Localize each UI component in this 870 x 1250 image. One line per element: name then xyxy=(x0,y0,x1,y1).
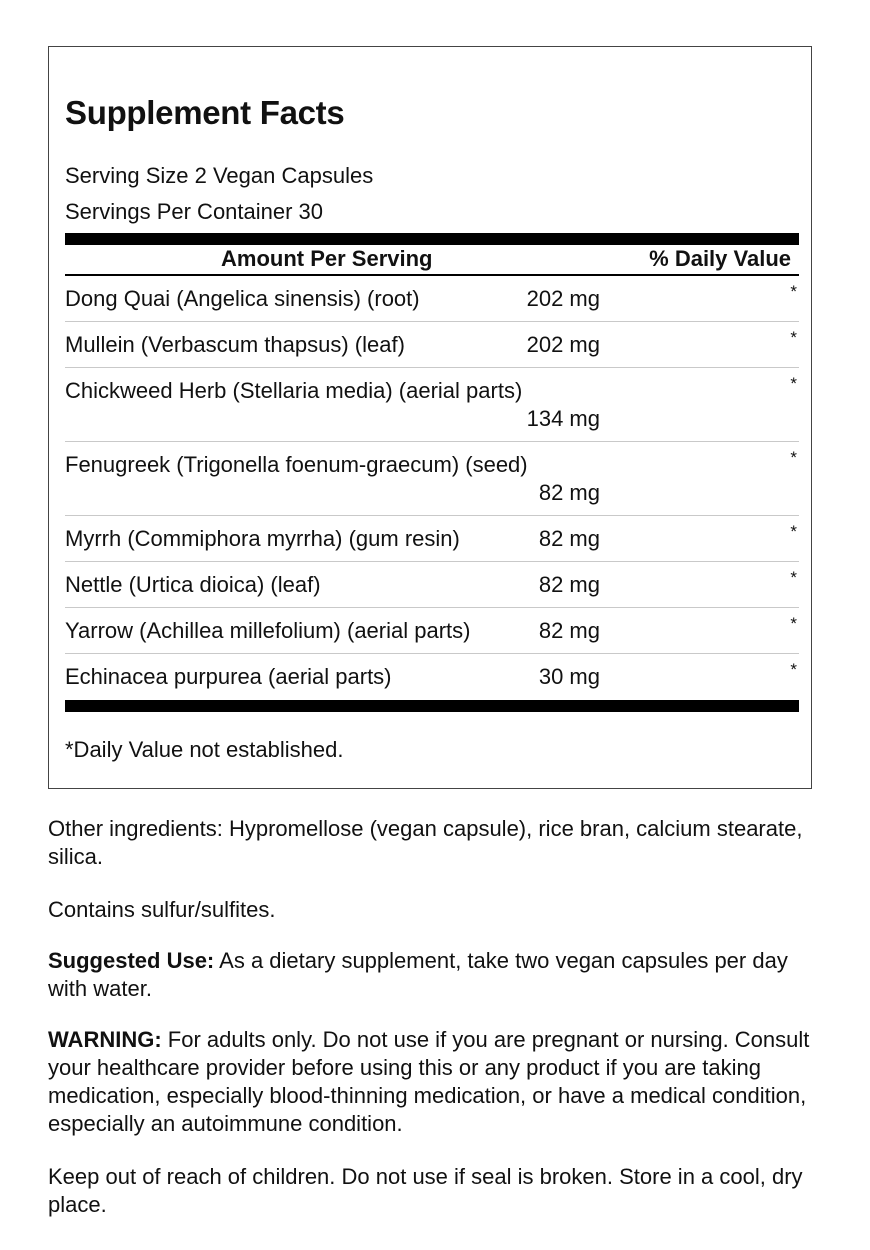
ingredient-name: Mullein (Verbascum thapsus) (leaf) xyxy=(65,332,405,357)
ingredient-name: Chickweed Herb (Stellaria media) (aerial parts) xyxy=(65,378,523,403)
amount-per-serving-header: Amount Per Serving xyxy=(221,246,433,271)
ingredient-daily-value: * xyxy=(790,328,797,347)
ingredient-amount: 30 mg xyxy=(538,664,600,689)
ingredient-name: Fenugreek (Trigonella foenum-graecum) (seed) xyxy=(65,452,528,477)
ingredient-name: Echinacea purpurea (aerial parts) xyxy=(65,664,392,689)
suggested-use xyxy=(48,947,828,1003)
ingredient-amount: 82 mg xyxy=(538,572,600,597)
ingredient-name: Nettle (Urtica dioica) (leaf) xyxy=(65,572,321,597)
bottom-divider-bar xyxy=(65,700,799,712)
ingredient-name: Myrrh (Commiphora myrrha) (gum resin) xyxy=(65,526,460,551)
ingredient-row xyxy=(65,562,799,608)
ingredient-row xyxy=(65,322,799,368)
ingredient-amount: 134 mg xyxy=(526,406,600,431)
column-header-row xyxy=(65,245,799,276)
ingredient-daily-value: * xyxy=(790,374,797,393)
servings-per-container: Servings Per Container 30 xyxy=(65,199,324,224)
daily-value-header: % Daily Value xyxy=(649,246,791,271)
ingredient-amount: 82 mg xyxy=(538,480,600,505)
ingredient-amount: 82 mg xyxy=(538,618,600,643)
ingredient-name: Yarrow (Achillea millefolium) (aerial parts) xyxy=(65,618,471,643)
serving-size: Serving Size 2 Vegan Capsules xyxy=(65,163,374,188)
warning xyxy=(48,1026,828,1138)
supplement-facts-panel xyxy=(48,46,812,789)
ingredient-row xyxy=(65,276,799,322)
warning-label: WARNING: xyxy=(48,1027,162,1052)
other-ingredients: Other ingredients: Hypromellose (vegan capsule), rice bran, calcium stearate, silica. xyxy=(48,816,803,869)
top-divider-bar xyxy=(65,233,799,245)
suggested-use-label: Suggested Use: xyxy=(48,948,215,973)
daily-value-footnote: *Daily Value not established. xyxy=(65,737,344,762)
ingredient-row xyxy=(65,442,799,516)
panel-title: Supplement Facts xyxy=(65,94,345,131)
suggested-use-text: As a dietary supplement, take two vegan capsules per day with water. xyxy=(48,948,788,1001)
ingredient-amount: 82 mg xyxy=(538,526,600,551)
ingredient-row xyxy=(65,608,799,654)
ingredient-list xyxy=(65,276,799,699)
ingredient-row xyxy=(65,368,799,442)
ingredient-daily-value: * xyxy=(790,522,797,541)
ingredient-amount: 202 mg xyxy=(526,332,600,357)
ingredient-row xyxy=(65,654,799,699)
contains-statement: Contains sulfur/sulfites. xyxy=(48,897,276,922)
ingredient-daily-value: * xyxy=(790,282,797,301)
ingredient-amount: 202 mg xyxy=(526,286,600,311)
ingredient-daily-value: * xyxy=(790,568,797,587)
ingredient-row xyxy=(65,516,799,562)
warning-text: For adults only. Do not use if you are pregnant or nursing. Consult your healthcare provider before using this or any product if you are taking medication, especially blood-thinning medication, or have a medical condition, especially an autoimmune condition. xyxy=(48,1027,810,1136)
ingredient-name: Dong Quai (Angelica sinensis) (root) xyxy=(65,286,420,311)
ingredient-daily-value: * xyxy=(790,660,797,679)
ingredient-daily-value: * xyxy=(790,614,797,633)
storage-instructions: Keep out of reach of children. Do not use if seal is broken. Store in a cool, dry place. xyxy=(48,1164,803,1217)
ingredient-daily-value: * xyxy=(790,448,797,467)
